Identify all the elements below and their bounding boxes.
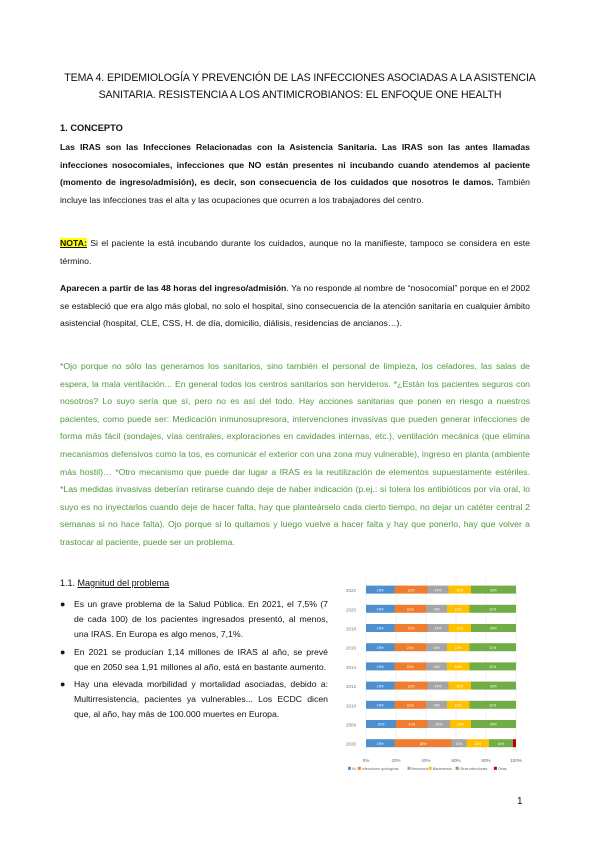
chart-data-label: 19% [376, 588, 384, 593]
chart-data-label: 21% [408, 722, 416, 727]
chart-data-label: 19% [376, 741, 384, 746]
chart-tick-label: 80% [481, 757, 491, 763]
chart-data-label: 31% [489, 665, 497, 670]
chart-data-label: 15% [435, 722, 443, 727]
concept-paragraph [60, 139, 530, 209]
chart-tick-label: 0% [362, 757, 370, 763]
bullet-text: Es un grave problema de la Salud Pública. En 2021, el 7,5% (7 de cada 100) de los pacientes ingresados presentó, al menos, una IRAS. En Europa es algo menos, 7,1%. [74, 599, 328, 640]
chart-data-label: 31% [489, 607, 497, 612]
chart-category-label: 2022 [346, 588, 357, 594]
green-notes: *Ojo porque no sólo las generamos los sanitarios, sino también el personal de limpieza, los celadores, las salas de espera, la mala ventilación... En general todos los centros sanitarios son hervideros. *¿Están los pacientes seguros con nosotros? Lo suyo sería que sí, pero no es así del todo. Hay acciones sanitarias que ponen en riesgo a nuestros pacientes, como puede ser: Medicación inmunosupresora, intervenciones invasivas que pueden generar infecciones de forma más fácil (sondajes, vías centrales, exploraciones en cavidades internas, etc.), ventilación mecánica (que elimina mecanismos defensivos como la tos, es comunicar el exterior con una zona muy vulnerable), ingreso en planta (ambiente más hostil)… *Otro mecanismo que puede dar lugar a IRAS es la reutilización de elementos supuestamente estériles. *Las medidas invasivas deberían retirarse cuando deje de haber indicación (p.ej.: si tolera los antibióticos por vía oral, lo suyo es no inyectarlos cuando deje de hacer falta, hay que planteárselo cada cierto tiempo, no dejar un catéter central 2 semanas si no hace falta). Ojo porque si lo quitamos y luego vuelve a hacer falta y hay que ponerlo, hay que volver a trastocar al paciente, puede ser un problema. [60, 361, 530, 547]
chart-data-label: 15% [454, 703, 462, 708]
chart-data-label: 30% [490, 684, 497, 689]
chart-data-label: 10% [455, 741, 463, 746]
chart-data-label: 14% [434, 588, 442, 593]
chart-data-label: 15% [456, 626, 464, 631]
chart-category-label: 2020 [346, 741, 357, 747]
chart-data-label: 19% [376, 626, 384, 631]
bullet-dot-icon: ● [60, 646, 66, 657]
note-text: Si el paciente la está incubando durante los cuidados, aunque no la manifieste, tampoco se considera en este término. [60, 238, 530, 266]
bullet-text: Hay una elevada morbilidad y mortalidad asociadas, debido a: Multirresistencia, pacientes ya vulnerables... Los ECDC dicen que, al año, hay más de 100.000 muertes en Europa. [74, 679, 328, 720]
concept-bold-text: Las IRAS son las Infecciones Relacionadas con la Asistencia Sanitaria. Las IRAS son las antes llamadas infecciones nosocomiales, infecciones que NO están presentes ni incubando cuando atendemos al paciente (momento de ingreso/admisión), es decir, son consecuencia de los cuidados que nosotros le damos. [60, 142, 530, 188]
chart-data-label: 31% [489, 645, 497, 650]
chart-legend-label: IN [352, 766, 356, 771]
subsection-number: 1.1. [60, 578, 76, 588]
chart-data-label: 19% [376, 703, 384, 708]
chart-data-label: 14% [433, 645, 440, 650]
chart-data-label: 22% [407, 588, 415, 593]
chart-legend-swatch [494, 767, 497, 770]
chart-data-label: 16% [497, 741, 505, 746]
chart-data-label: 21% [406, 607, 414, 612]
chart-legend-swatch [408, 767, 411, 770]
bullet-dot-icon: ● [60, 599, 66, 609]
page-title: TEMA 4. EPIDEMIOLOGÍA Y PREVENCIÓN DE LAS INFECCIONES ASOCIADAS A LA ASISTENCIA SANITARIA. RESISTENCIA A LOS ANTIMICROBIANOS: EL ENFOQUE ONE HEALTH [64, 72, 536, 101]
chart-data-label: 14% [457, 722, 464, 727]
section-heading: 1. CONCEPTO [60, 123, 123, 133]
chart-data-label: 20% [377, 722, 385, 727]
chart-data-label: 14% [433, 607, 440, 612]
onset-paragraph [60, 280, 530, 333]
chart-data-label: 30% [490, 626, 497, 631]
chart-data-label: 15% [456, 684, 464, 689]
page-number: 1 [517, 796, 523, 807]
chart-data-label: 15% [474, 741, 482, 746]
chart-legend-label: Otras infecciones [459, 766, 488, 771]
chart-category-label: 2012 [346, 684, 357, 690]
list-item [60, 677, 328, 723]
chart-data-label: 21% [406, 645, 414, 650]
list-item [60, 645, 328, 675]
chart-data-label: 14% [433, 665, 440, 670]
chart-data-label: 22% [407, 684, 415, 689]
chart-bar-segment [513, 739, 516, 747]
chart-legend-label: Neumonía [411, 766, 429, 771]
chart-data-label: 15% [454, 645, 462, 650]
chart-data-label: 15% [454, 607, 462, 612]
chart-category-label: 2014 [346, 664, 357, 670]
chart-category-label: 2020 [346, 607, 357, 613]
chart-data-label: 14% [434, 626, 442, 631]
subsection-title: Magnitud del problema [77, 578, 170, 588]
chart-data-label: 15% [456, 588, 464, 593]
chart-category-label: 2016 [346, 645, 357, 651]
chart-data-label: 38% [419, 741, 427, 746]
chart-category-label: 2010 [346, 703, 357, 709]
onset-bold-text: Aparecen a partir de las 48 horas del ingreso/admisión [60, 283, 287, 293]
chart-data-label: 19% [376, 607, 384, 612]
chart-data-label: 19% [376, 684, 384, 689]
chart-data-label: 21% [406, 665, 414, 670]
chart-legend-label: Infecciones quirúrgicas [361, 766, 399, 771]
chart-data-label: 19% [376, 665, 384, 670]
concept-rest-text: También incluye las infecciones tras el alta y las ocupaciones que ocurren a los trabajadores del centro. [60, 177, 530, 205]
chart-category-label: 2018 [346, 626, 357, 632]
chart-data-label: 21% [406, 703, 414, 708]
chart-legend-swatch [358, 767, 361, 770]
note-label: NOTA: [60, 238, 87, 248]
chart-tick-label: 20% [391, 757, 401, 763]
chart-category-label: 2009 [346, 722, 357, 728]
iras-stacked-bar-chart [344, 574, 524, 774]
subsection-heading [60, 578, 169, 588]
bullet-dot-icon: ● [60, 679, 66, 690]
onset-rest-text: . Ya no responde al nombre de “nosocomial” porque en el 2002 se estableció que era algo más global, no solo el hospital, sino consecuencia de la atención sanitaria en cualquier ámbito asistencial (hospital, CLE, CSS, H. de día, domicilio, diálisis, residencias de ancianos…). [60, 283, 530, 329]
chart-legend-swatch [348, 767, 351, 770]
chart-data-label: 15% [454, 665, 462, 670]
note-paragraph [60, 235, 530, 270]
magnitude-bullet-list [60, 597, 328, 725]
list-item [60, 597, 328, 643]
chart-legend-label: Otras [497, 766, 507, 771]
chart-legend-swatch [429, 767, 432, 770]
chart-data-label: 30% [490, 588, 497, 593]
chart-tick-label: 100% [510, 757, 522, 763]
chart-data-label: 19% [376, 645, 384, 650]
bullet-text: En 2021 se producían 1,14 millones de IRAS al año, se prevé que en 2050 sea 1,91 millones al año, está en bastante aumento. [74, 646, 328, 672]
chart-data-label: 14% [434, 684, 442, 689]
chart-data-label: 22% [407, 626, 415, 631]
chart-legend-label: Bacteriemia [432, 766, 452, 771]
chart-tick-label: 40% [421, 757, 431, 763]
chart-data-label: 14% [433, 703, 440, 708]
chart-tick-label: 60% [451, 757, 461, 763]
chart-data-label: 30% [490, 722, 497, 727]
chart-data-label: 31% [489, 703, 497, 708]
chart-legend-swatch [456, 767, 459, 770]
